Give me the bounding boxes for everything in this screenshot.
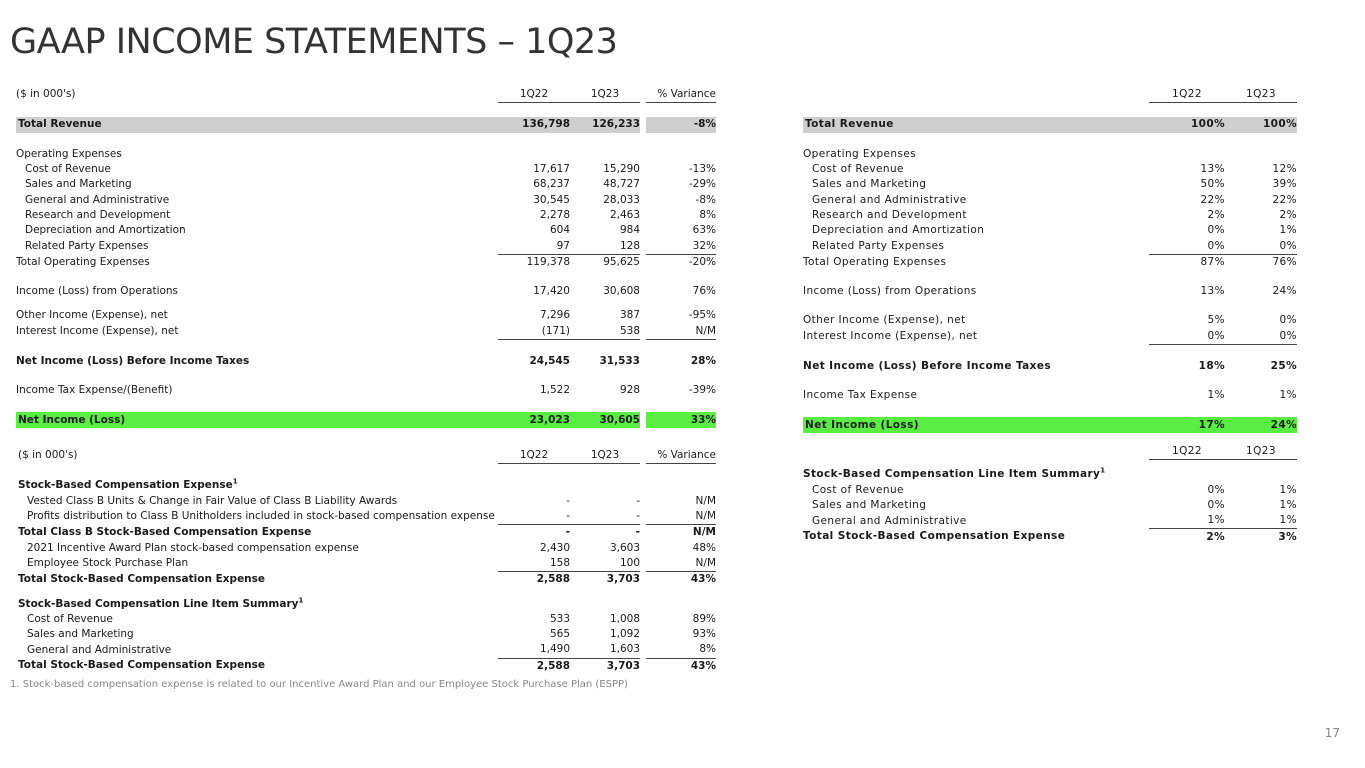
row-label: Other Income (Expense), net (803, 314, 966, 327)
row-label: General and Administrative (25, 193, 170, 206)
value-1q23: 0% (1279, 314, 1297, 327)
col-header-1q22: 1Q22 (1149, 87, 1225, 103)
value-1q22: 68,237 (533, 178, 570, 191)
row-label: Sales and Marketing (25, 178, 132, 191)
other-income-row (803, 313, 1297, 328)
value-1q23: 126,233 (570, 117, 640, 132)
row-label: Total Operating Expenses (16, 255, 150, 268)
row-label: Sales and Marketing (812, 178, 927, 191)
value-variance: 8% (646, 642, 716, 658)
footnote-marker: 1 (1100, 466, 1106, 475)
value-1q22: 97 (498, 238, 570, 254)
value-variance: 32% (646, 238, 716, 254)
col-header-variance: % Variance (646, 87, 716, 103)
value-1q23: 25% (1270, 360, 1297, 372)
value-1q22: 100% (1149, 117, 1225, 132)
footnote-marker: 1 (232, 477, 238, 486)
row-label: Income (Loss) from Operations (16, 285, 179, 298)
value-1q23: 387 (619, 309, 640, 322)
value-1q23: 3% (1278, 530, 1297, 543)
row-label: Net Income (Loss) Before Income Taxes (16, 355, 250, 367)
row-label: Other Income (Expense), net (16, 309, 168, 322)
row-label: Total Stock-Based Compensation Expense (803, 530, 1066, 543)
tax-row (16, 383, 716, 398)
table-row (803, 238, 1297, 254)
value-variance: -8% (695, 193, 716, 206)
value-1q23: 2,463 (609, 208, 640, 221)
value-1q23: 1% (1225, 513, 1297, 529)
value-1q23: 1,008 (609, 612, 640, 625)
value-1q23: 100 (570, 556, 640, 572)
tax-row (803, 388, 1297, 403)
value-variance: 93% (692, 628, 716, 641)
total-revenue-row (16, 117, 716, 132)
left-income-table (16, 87, 716, 428)
total-revenue-row (803, 117, 1297, 132)
table-row (803, 513, 1297, 529)
value-1q22: 2,588 (536, 573, 570, 586)
right-income-table (803, 87, 1297, 433)
value-1q23: 22% (1272, 193, 1297, 206)
value-1q23: 984 (619, 224, 640, 237)
heading-text: Stock-Based Compensation Line Item Summary (803, 468, 1101, 481)
value-1q22: 23,023 (498, 412, 570, 427)
value-1q22: 0% (1207, 499, 1225, 512)
row-label: Income Tax Expense/(Benefit) (16, 384, 173, 397)
table-row (18, 642, 716, 658)
section-heading (803, 467, 1143, 482)
value-1q22: 18% (1198, 360, 1225, 372)
value-1q23: 1,092 (609, 628, 640, 641)
value-variance: N/M (695, 494, 716, 507)
row-label: Sales and Marketing (27, 628, 134, 641)
heading-text: Stock-Based Compensation Expense (18, 479, 233, 492)
value-1q22: 5% (1207, 314, 1225, 327)
value-1q22: 0% (1149, 238, 1225, 254)
value-1q23: 28,033 (603, 193, 640, 206)
left-sbc-table (18, 448, 716, 674)
table-header-row (18, 448, 716, 464)
value-1q22: 87% (1200, 255, 1225, 268)
col-header-1q23: 1Q23 (1225, 444, 1297, 460)
sbc-heading-row (803, 467, 1297, 482)
row-label: General and Administrative (812, 514, 967, 527)
row-label: Cost of Revenue (27, 612, 113, 625)
col-header-1q22: 1Q22 (1149, 444, 1225, 460)
section-heading (18, 596, 466, 611)
value-1q23: - (636, 494, 640, 507)
row-label: Interest Income (Expense), net (803, 329, 978, 342)
value-1q23: 30,608 (603, 285, 640, 298)
total-sbc-row (803, 529, 1297, 545)
value-1q22: 17,617 (533, 163, 570, 176)
value-1q23: 1,603 (570, 642, 640, 658)
row-label: Income (Loss) from Operations (803, 285, 977, 298)
value-1q23: 1% (1279, 389, 1297, 402)
row-label: Depreciation and Amortization (812, 224, 985, 237)
value-1q22: 604 (549, 224, 570, 237)
col-header-1q23: 1Q23 (570, 448, 640, 464)
table-row (803, 177, 1297, 192)
value-1q23: 100% (1225, 117, 1297, 132)
value-1q23: 31,533 (599, 355, 640, 367)
row-label: Total Stock-Based Compensation Expense (18, 572, 266, 585)
value-1q22: 13% (1200, 285, 1225, 298)
row-label: Related Party Expenses (812, 239, 945, 252)
value-variance: -29% (688, 178, 716, 191)
value-1q22: 119,378 (526, 255, 570, 268)
value-1q22: 0% (1207, 483, 1225, 496)
footnote: 1. Stock-based compensation expense is related to our Incentive Award Plan and our Employee Stock Purchase Plan (ESPP) (10, 679, 628, 690)
interest-income-row (803, 329, 1297, 345)
value-variance: 63% (692, 224, 716, 237)
value-1q23: 128 (570, 238, 640, 254)
value-1q22: 30,545 (533, 193, 570, 206)
value-1q23: 30,605 (570, 412, 640, 427)
value-variance: 48% (692, 541, 716, 554)
row-label: Total Class B Stock-Based Compensation Expense (18, 526, 312, 539)
value-1q22: - (566, 494, 570, 507)
income-ops-row (803, 284, 1297, 299)
value-variance: N/M (646, 509, 716, 525)
row-label: Total Operating Expenses (803, 255, 947, 268)
net-income-row (803, 417, 1297, 432)
table-row (16, 192, 716, 207)
sbc-heading-row (18, 478, 716, 493)
value-variance: -95% (688, 309, 716, 322)
row-label: Vested Class B Units & Change in Fair Value of Class B Liability Awards (27, 494, 398, 507)
value-1q22: 17,420 (533, 285, 570, 298)
heading-text: Stock-Based Compensation Line Item Summary (18, 597, 299, 610)
table-row (18, 612, 716, 627)
value-1q23: - (635, 526, 640, 539)
row-label: Interest Income (Expense), net (16, 324, 179, 337)
value-1q23: 76% (1272, 255, 1297, 268)
col-header-variance: % Variance (646, 448, 716, 464)
section-heading: Operating Expenses (803, 147, 917, 160)
table-row (18, 509, 716, 525)
total-sbc-row (18, 572, 716, 588)
value-1q23: 0% (1225, 238, 1297, 254)
value-variance: -39% (688, 384, 716, 397)
value-variance: 28% (690, 355, 716, 367)
value-1q23: 1% (1279, 224, 1297, 237)
table-row (18, 556, 716, 572)
table-header-row (803, 87, 1297, 103)
opex-heading-row (16, 147, 716, 162)
value-1q22: 1,522 (539, 384, 570, 397)
value-1q23: 24% (1225, 417, 1297, 432)
value-1q23: 39% (1272, 178, 1297, 191)
interest-income-row (16, 324, 716, 340)
page-title: GAAP INCOME STATEMENTS – 1Q23 (10, 22, 618, 62)
value-1q22: 0% (1207, 224, 1225, 237)
value-1q22: 24,545 (529, 355, 570, 367)
row-label: Depreciation and Amortization (25, 224, 186, 237)
value-variance: -20% (688, 255, 716, 268)
net-income-row (16, 412, 716, 427)
value-1q23: 1% (1279, 483, 1297, 496)
table-row (803, 223, 1297, 238)
value-1q22: 1,490 (498, 642, 570, 658)
col-header-1q23: 1Q23 (1225, 87, 1297, 103)
right-sbc-table (803, 444, 1297, 545)
table-row (16, 208, 716, 223)
row-label: Profits distribution to Class B Unitholders included in stock-based compensation expense (27, 510, 495, 523)
value-1q23: 2% (1279, 208, 1297, 221)
value-1q23: 15,290 (603, 163, 640, 176)
value-1q23: 12% (1272, 163, 1297, 176)
value-1q22: - (565, 526, 570, 539)
value-1q22: 50% (1200, 178, 1225, 191)
value-1q23: 48,727 (603, 178, 640, 191)
col-header-1q22: 1Q22 (498, 87, 570, 103)
value-1q23: 24% (1272, 285, 1297, 298)
page-number: 17 (1324, 726, 1340, 740)
table-row (803, 162, 1297, 177)
row-label: Total Revenue (16, 117, 466, 132)
value-1q22: 2,430 (539, 541, 570, 554)
value-1q22: 2,278 (539, 208, 570, 221)
table-row (803, 498, 1297, 513)
value-variance: 33% (646, 412, 716, 427)
value-1q22: 0% (1149, 329, 1225, 345)
unit-label: ($ in 000's) (16, 88, 76, 101)
pretax-row (16, 354, 716, 369)
value-1q22: 136,798 (498, 117, 570, 132)
value-1q22: - (498, 509, 570, 525)
row-label: Net Income (Loss) Before Income Taxes (803, 360, 1052, 372)
row-label: Income Tax Expense (803, 389, 918, 402)
row-label: 2021 Incentive Award Plan stock-based compensation expense (27, 541, 359, 554)
section-heading: Operating Expenses (16, 147, 122, 160)
table-row (18, 540, 716, 555)
line-item-heading-row (18, 596, 716, 611)
table-row (16, 238, 716, 254)
total-opex-row (803, 254, 1297, 270)
unit-label: ($ in 000's) (18, 449, 78, 462)
pretax-row (803, 359, 1297, 374)
value-variance: N/M (646, 556, 716, 572)
row-label: General and Administrative (27, 643, 172, 656)
line-total-row (18, 658, 716, 674)
value-variance: 43% (690, 573, 716, 586)
value-1q22: 7,296 (539, 309, 570, 322)
value-variance: -13% (688, 163, 716, 176)
table-row (803, 483, 1297, 498)
footnote-marker: 1 (298, 596, 304, 605)
value-1q22: 2,588 (536, 659, 570, 672)
value-1q23: 0% (1225, 329, 1297, 345)
value-1q23: 3,603 (609, 541, 640, 554)
value-1q22: 2% (1207, 208, 1225, 221)
total-opex-row (16, 254, 716, 270)
value-1q23: 3,703 (606, 659, 640, 672)
value-1q22: (171) (498, 324, 570, 340)
value-1q22: 533 (549, 612, 570, 625)
row-label: Cost of Revenue (25, 163, 111, 176)
table-row (16, 162, 716, 177)
row-label: Related Party Expenses (25, 239, 149, 252)
income-ops-row (16, 284, 716, 299)
value-1q22: 1% (1149, 513, 1225, 529)
row-label: Cost of Revenue (812, 483, 904, 496)
value-1q22: 565 (549, 628, 570, 641)
value-1q23: 95,625 (603, 255, 640, 268)
table-row (803, 192, 1297, 207)
row-label: Sales and Marketing (812, 499, 927, 512)
value-variance: 76% (692, 285, 716, 298)
other-income-row (16, 308, 716, 323)
value-variance: 8% (699, 208, 716, 221)
value-variance: N/M (692, 526, 716, 539)
value-1q22: 2% (1206, 530, 1225, 543)
value-1q22: 158 (498, 556, 570, 572)
table-row (16, 223, 716, 238)
value-1q22: 17% (1149, 417, 1225, 432)
row-label: Total Revenue (803, 117, 1143, 132)
value-1q22: 13% (1200, 163, 1225, 176)
col-header-1q22: 1Q22 (498, 448, 570, 464)
row-label: Net Income (Loss) (16, 412, 466, 427)
value-1q23: 1% (1279, 499, 1297, 512)
row-label: Total Stock-Based Compensation Expense (18, 659, 266, 672)
table-row (18, 627, 716, 642)
total-class-b-row (18, 525, 716, 541)
row-label: Employee Stock Purchase Plan (27, 557, 189, 570)
row-label: Net Income (Loss) (803, 417, 1143, 432)
value-1q23: 928 (619, 384, 640, 397)
row-label: Cost of Revenue (812, 163, 904, 176)
value-1q23: 3,703 (606, 573, 640, 586)
row-label: Research and Development (25, 208, 171, 221)
value-variance: -8% (646, 117, 716, 132)
table-row (18, 494, 716, 509)
value-variance: 89% (692, 612, 716, 625)
table-header-row (16, 87, 716, 103)
row-label: General and Administrative (812, 193, 967, 206)
table-row (803, 208, 1297, 223)
table-header-row (803, 444, 1297, 460)
table-row (16, 177, 716, 192)
row-label: Research and Development (812, 208, 967, 221)
value-1q23: - (570, 509, 640, 525)
section-heading (18, 478, 466, 493)
value-1q23: 538 (570, 324, 640, 340)
value-1q22: 1% (1207, 389, 1225, 402)
value-1q22: 22% (1200, 193, 1225, 206)
opex-heading-row (803, 147, 1297, 162)
value-variance: 43% (690, 659, 716, 672)
col-header-1q23: 1Q23 (570, 87, 640, 103)
value-variance: N/M (646, 324, 716, 340)
